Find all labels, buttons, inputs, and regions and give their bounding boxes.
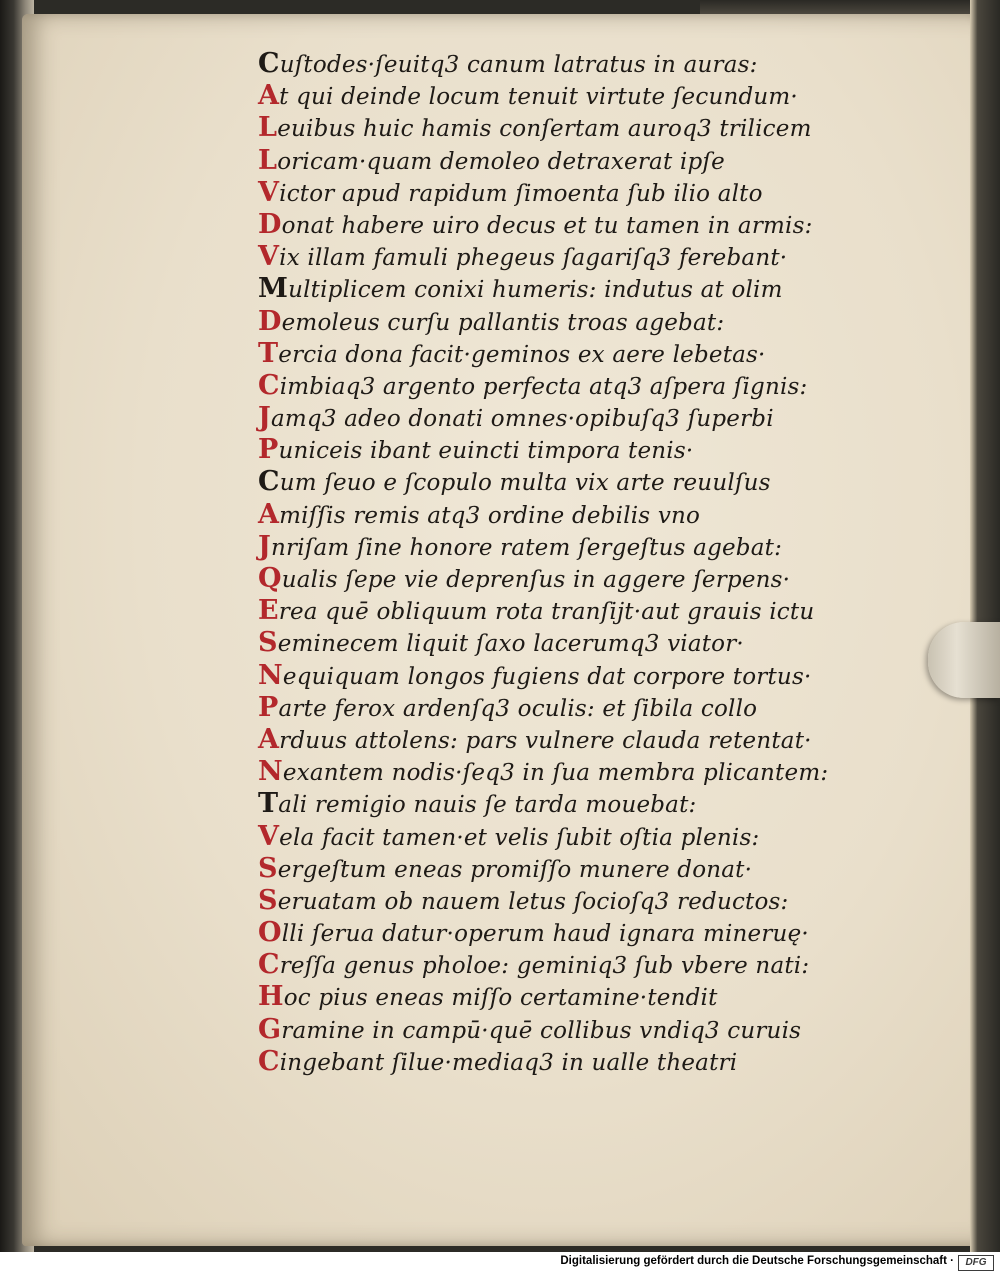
verse-text: t qui deinde locum tenuit virtute ſecundum·: [279, 84, 798, 111]
verse-text: ictor apud rapidum ſimoenta ſub ilio alto: [279, 180, 763, 207]
verse-initial: D: [258, 305, 282, 337]
verse-text: ingebant ſilue·mediaq3 in ualle theatri: [279, 1049, 738, 1076]
verse-initial: S: [258, 884, 278, 916]
verse-initial: J: [258, 402, 271, 434]
verse-text: ergeſtum eneas promiſſo munere donat·: [277, 856, 753, 883]
verse-line: [258, 885, 898, 917]
verse-text: emoleus curſu pallantis troas agebat:: [281, 309, 725, 336]
verse-initial: C: [258, 1045, 280, 1077]
verse-line: [258, 434, 898, 466]
verse-text: imbiaq3 argento perfecta atq3 aſpera ſignis:: [279, 373, 808, 400]
verse-line: [258, 917, 898, 949]
verse-line: [258, 724, 898, 756]
verse-line: [258, 177, 898, 209]
verse-line: [258, 821, 898, 853]
verse-line: [258, 853, 898, 885]
verse-text: arte ferox ardenſq3 oculis: et ſibila collo: [278, 695, 758, 722]
verse-line: [258, 112, 898, 144]
verse-initial: V: [258, 820, 280, 852]
verse-line: [258, 209, 898, 241]
verse-line: [258, 370, 898, 402]
verse-text: onat habere uiro decus et tu tamen in armis:: [281, 212, 813, 239]
verse-text: ela facit tamen·et velis ſubit oſtia plenis:: [279, 824, 760, 851]
verse-initial: Q: [258, 563, 282, 594]
verse-line: [258, 692, 898, 724]
verse-text: oricam·quam demoleo detraxerat ipſe: [277, 148, 725, 175]
verse-text: amq3 adeo donati omnes·opibuſq3 ſuperbi: [270, 406, 774, 433]
verse-line: [258, 48, 898, 80]
verse-initial: H: [258, 981, 284, 1013]
verse-initial: T: [258, 788, 279, 820]
verse-line: [258, 241, 898, 273]
verse-text: lli ſerua datur·operum haud ignara mineruę·: [281, 921, 809, 948]
verse-initial: D: [258, 208, 282, 240]
verse-initial: V: [258, 241, 280, 273]
verse-line: [258, 660, 898, 692]
verse-initial: C: [258, 466, 280, 498]
verse-initial: G: [258, 1013, 282, 1045]
verse-text: rea quē obliquum rota tranſijt·aut grauis ictu: [278, 599, 815, 626]
verse-initial: P: [258, 691, 279, 723]
verse-text: euibus huic hamis conſertam auroq3 trilicem: [277, 116, 812, 143]
verse-text: eminecem liquit ſaxo lacerumq3 viator·: [277, 631, 744, 658]
verse-initial: V: [258, 176, 280, 208]
verse-text: nriſam ſine honore ratem ſergeſtus agebat:: [270, 534, 783, 561]
verse-initial: L: [258, 144, 278, 176]
verse-initial: M: [258, 273, 289, 305]
verse-text: uſtodes·ſeuitq3 canum latratus in auras:: [279, 52, 758, 78]
verse-text: eruatam ob nauem letus ſocioſq3 reductos:: [277, 888, 789, 915]
verse-line: [258, 145, 898, 177]
verse-text: ualis ſepe vie deprenſus in aggere ſerpens·: [281, 567, 791, 593]
verse-initial: N: [258, 659, 283, 691]
verse-text: exantem nodis·ſeq3 in ſua membra plicantem:: [282, 760, 829, 787]
verse-initial: C: [258, 949, 280, 981]
verse-line: [258, 981, 898, 1013]
footer-bar: [0, 1252, 1000, 1274]
verse-text: reſſa genus pholoe: geminiq3 ſub vbere nati:: [279, 953, 810, 980]
verse-line: [258, 80, 898, 112]
verse-initial: C: [258, 369, 280, 401]
verse-initial: A: [258, 498, 280, 530]
funding-credit: Digitalisierung gefördert durch die Deutsche Forschungsgemeinschaft ·: [560, 1255, 954, 1267]
verse-line: [258, 1014, 898, 1046]
verse-line: [258, 949, 898, 981]
verse-text: oc pius eneas miſſo certamine·tendit: [283, 985, 718, 1012]
verse-initial: E: [258, 595, 279, 627]
verse-line: [258, 1046, 898, 1078]
verse-line: [258, 338, 898, 370]
verse-text: ix illam famuli phegeus ſagariſq3 ferebant·: [279, 245, 788, 272]
verse-initial: L: [258, 112, 278, 144]
verse-text: um ſeuo e ſcopulo multa vix arte reuulſus: [279, 470, 771, 497]
verse-line: [258, 595, 898, 627]
verse-initial: A: [258, 723, 280, 755]
verse-line: [258, 273, 898, 305]
verse-text: miſſis remis atq3 ordine debilis vno: [279, 502, 701, 529]
verse-initial: S: [258, 627, 278, 659]
verse-text: equiquam longos fugiens dat corpore tortus·: [282, 663, 812, 690]
dfg-logo: DFG: [958, 1255, 994, 1271]
verse-line: [258, 466, 898, 498]
verse-initial: O: [258, 917, 282, 949]
verse-line: [258, 563, 898, 595]
verse-initial: S: [258, 852, 278, 884]
verse-text: rduus attolens: pars vulnere clauda retentat·: [279, 727, 812, 754]
verse-text: ramine in campū·quē collibus vndiq3 curuis: [281, 1017, 802, 1044]
verse-initial: P: [258, 434, 279, 466]
verse-initial: N: [258, 756, 283, 788]
verse-line: [258, 402, 898, 434]
verse-text-block: [258, 48, 898, 1078]
verse-initial: A: [258, 80, 280, 112]
verse-line: [258, 306, 898, 338]
verse-text: ultiplicem conixi humeris: indutus at olim: [288, 277, 783, 304]
verse-initial: T: [258, 337, 279, 369]
verse-line: [258, 531, 898, 563]
verse-line: [258, 788, 898, 820]
verse-line: [258, 627, 898, 659]
page-clip: [928, 622, 1000, 698]
verse-initial: J: [258, 530, 271, 562]
verse-line: [258, 499, 898, 531]
verse-line: [258, 756, 898, 788]
verse-text: uniceis ibant euincti timpora tenis·: [278, 438, 694, 465]
verse-initial: C: [258, 48, 280, 79]
verse-text: ercia dona facit·geminos ex aere lebetas·: [278, 341, 766, 368]
verse-text: ali remigio nauis ſe tarda mouebat:: [278, 792, 697, 819]
